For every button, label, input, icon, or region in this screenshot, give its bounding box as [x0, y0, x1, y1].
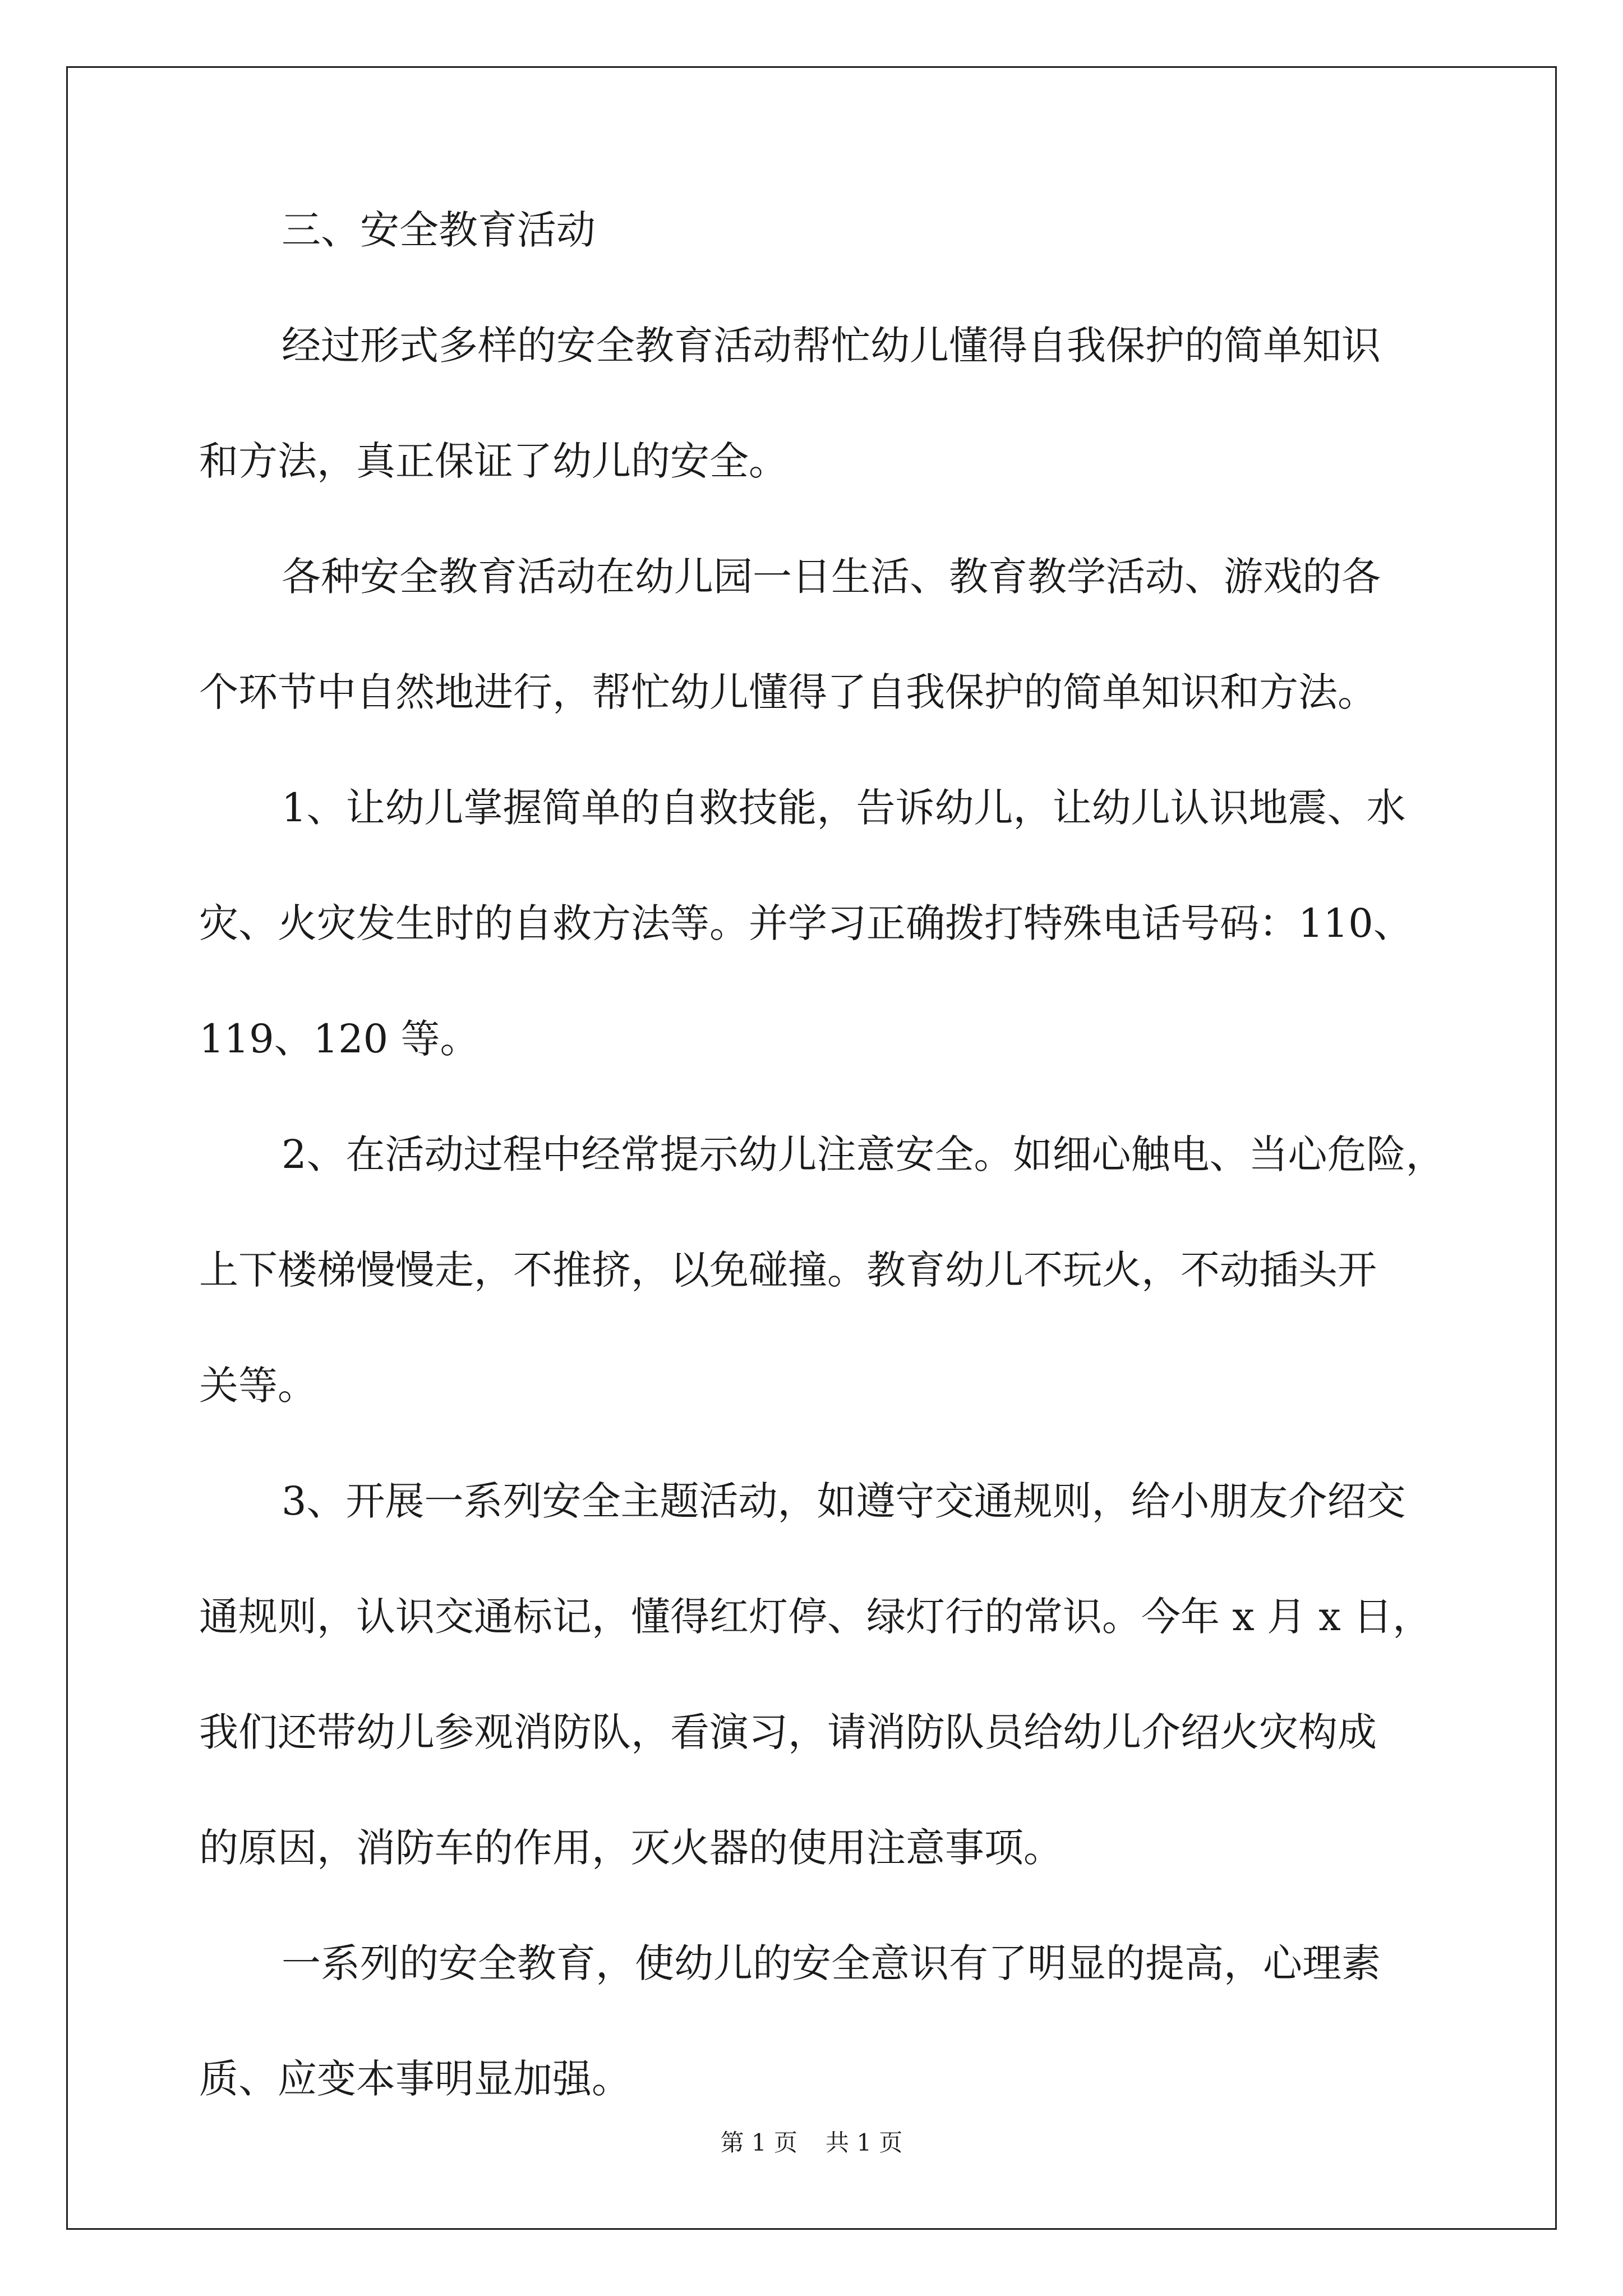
page-footer [0, 2129, 1623, 2157]
paragraph-line: 119、120 等。 [199, 1016, 479, 1062]
paragraph-line: 通规则，认识交通标记，懂得红灯停、绿灯行的常识。今年 x 月 x 日， [199, 1594, 1432, 1640]
document-body [199, 207, 1445, 2102]
paragraph-line: 我们还带幼儿参观消防队，看演习，请消防队员给幼儿介绍火灾构成 [199, 1709, 1377, 1755]
paragraph-3 [199, 785, 1433, 1061]
paragraph-line: 2、在活动过程中经常提示幼儿注意安全。如细心触电、当心危险， [282, 1131, 1445, 1177]
paragraph-6 [199, 1941, 1433, 2101]
section-heading: 三、安全教育活动 [282, 207, 596, 253]
paragraph-line: 的原因，消防车的作用，灭火器的使用注意事项。 [199, 1825, 1063, 1871]
page-total: 共 1 页 [826, 2129, 903, 2156]
paragraph-line: 质、应变本事明显加强。 [199, 2056, 631, 2102]
paragraph-line: 和方法，真正保证了幼儿的安全。 [199, 438, 788, 484]
paragraph-line: 灾、火灾发生时的自救方法等。并学习正确拨打特殊电话号码：110、 [199, 900, 1413, 946]
paragraph-line: 个环节中自然地进行，帮忙幼儿懂得了自我保护的简单知识和方法。 [199, 669, 1377, 715]
paragraph-5 [199, 1479, 1433, 1870]
paragraph-4 [199, 1131, 1445, 1409]
paragraph-line: 1、让幼儿掌握简单的自救技能，告诉幼儿，让幼儿认识地震、水 [282, 785, 1406, 831]
paragraph-line: 3、开展一系列安全主题活动，如遵守交通规则，给小朋友介绍交 [282, 1478, 1406, 1524]
paragraph-line: 各种安全教育活动在幼儿园一日生活、教育教学活动、游戏的各 [282, 554, 1381, 600]
paragraph-1 [199, 323, 1433, 484]
page-number: 第 1 页 [720, 2129, 797, 2156]
paragraph-line: 关等。 [199, 1363, 317, 1409]
paragraph-line: 一系列的安全教育，使幼儿的安全意识有了明显的提高，心理素 [282, 1940, 1381, 1986]
paragraph-line: 上下楼梯慢慢走，不推挤，以免碰撞。教育幼儿不玩火，不动插头开 [199, 1247, 1377, 1293]
paragraph-2 [199, 554, 1433, 715]
paragraph-line: 经过形式多样的安全教育活动帮忙幼儿懂得自我保护的简单知识 [282, 323, 1381, 369]
